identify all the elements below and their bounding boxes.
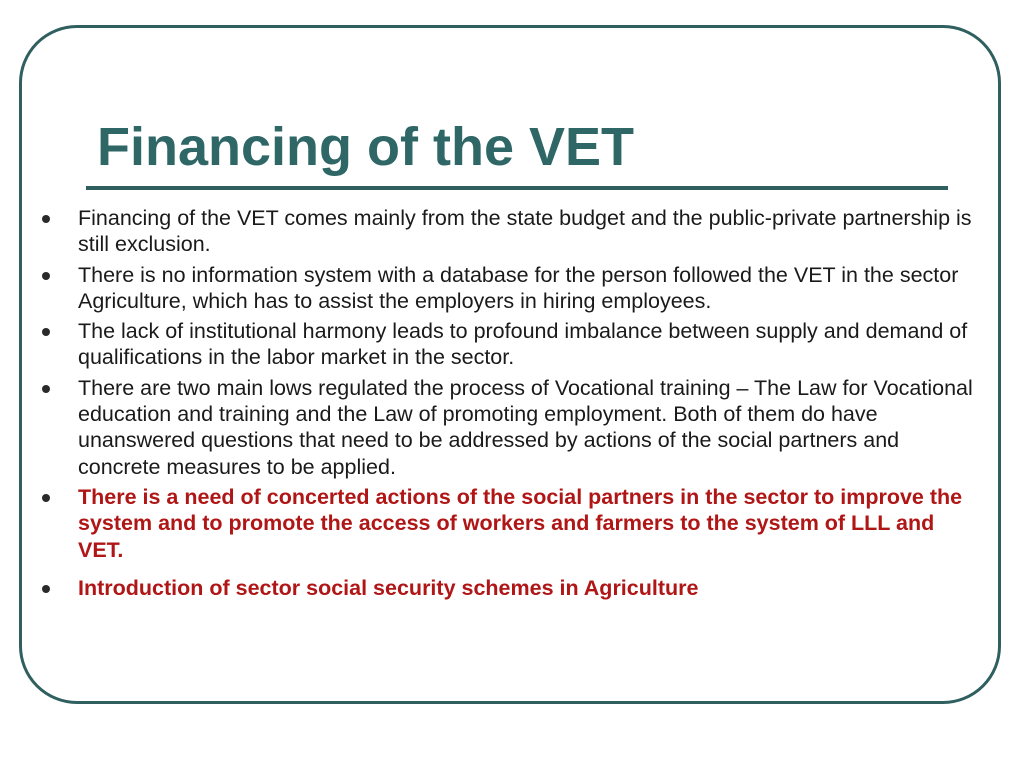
bullet-item [78, 375, 983, 480]
bullet-dot-icon [42, 215, 50, 223]
title-underline [86, 186, 948, 190]
bullet-text: There is no information system with a database for the person followed the VET in the sector Agriculture, which has to assist the employers in hiring employees. [78, 262, 959, 313]
bullet-text: The lack of institutional harmony leads to profound imbalance between supply and demand of qualifications in the labor market in the sector. [78, 319, 968, 370]
bullet-dot-icon [42, 272, 50, 280]
slide-title: Financing of the VET [97, 117, 634, 177]
bullet-item [78, 205, 983, 258]
bullet-item [78, 318, 983, 371]
bullet-dot-icon [42, 585, 50, 593]
bullet-text: Financing of the VET comes mainly from the state budget and the public-private partnership is still exclusion. [78, 206, 972, 257]
bullet-item-emphasis [78, 484, 983, 563]
bullet-text: Introduction of sector social security schemes in Agriculture [78, 575, 699, 600]
bullet-item-emphasis [78, 575, 983, 601]
bullet-dot-icon [42, 494, 50, 502]
bullet-item [78, 262, 983, 315]
bullet-text: There is a need of concerted actions of the social partners in the sector to improve the system and to promote the access of workers and farmers to the system of LLL and VET. [78, 484, 963, 562]
bullet-text: There are two main lows regulated the process of Vocational training – The Law for Vocational education and training and the Law of promoting employment. Both of them do have unanswered questions that need to be addressed by actions of the social partners and concrete measures to be applied. [78, 375, 973, 479]
bullet-dot-icon [42, 385, 50, 393]
bullet-list [78, 205, 983, 605]
